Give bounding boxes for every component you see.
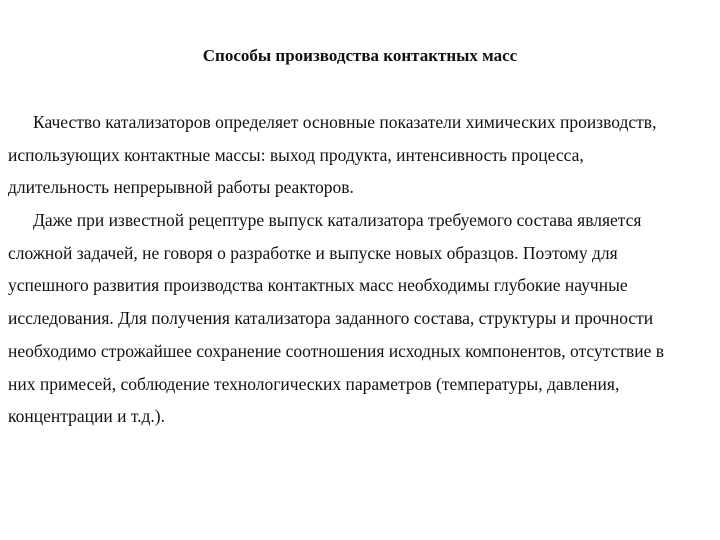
text-line: Качество катализаторов определяет основные показатели химических производств, [33,112,657,132]
text-line: успешного развития производства контактных масс необходимы глубокие научные [8,275,628,296]
text-line: сложной задачей, не говоря о разработке и выпуске новых образцов. Поэтому для [8,242,618,263]
document-title: Способы производства контактных масс [202,46,518,65]
text-line: необходимо строжайшее сохранение соотношения исходных компонентов, отсутствие в [8,340,665,361]
text-line: Даже при известной рецептуре выпуск катализатора требуемого состава является [33,210,642,231]
text-line: длительность непрерывной работы реакторов. [8,177,354,198]
text-line: исследования. Для получения катализатора заданного состава, структуры и прочности [8,308,654,329]
text-line: концентрации и т.д.). [8,406,166,427]
text-line: использующих контактные массы: выход продукта, интенсивность процесса, [8,144,584,165]
document-body [8,110,712,437]
text-line: них примесей, соблюдение технологических параметров (температуры, давления, [8,373,620,394]
